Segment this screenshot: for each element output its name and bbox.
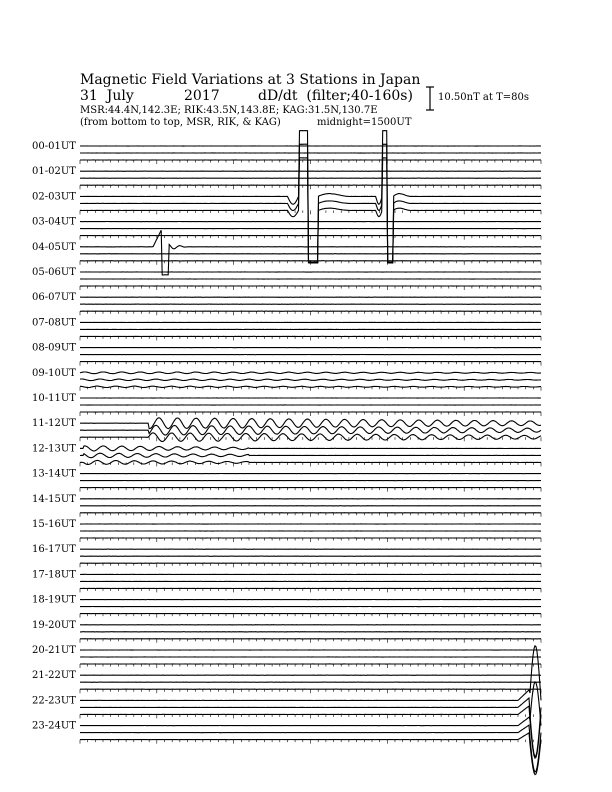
- minute-ticks: [80, 437, 541, 441]
- hour-panel: [32, 443, 541, 466]
- hour-label: 23-24UT: [32, 720, 76, 732]
- hour-label: 09-10UT: [32, 367, 76, 379]
- hour-label: 07-08UT: [32, 317, 76, 329]
- minute-ticks: [80, 286, 541, 290]
- hour-label: 04-05UT: [32, 241, 76, 253]
- hour-label: 11-12UT: [32, 418, 76, 430]
- hour-panel: [32, 544, 541, 567]
- hour-panel: [32, 131, 541, 263]
- hour-panel: [32, 393, 541, 416]
- minute-ticks: [80, 563, 541, 567]
- order-note: (from bottom to top, MSR, RIK, & KAG): [80, 117, 281, 128]
- scale-label: 10.50nT at T=80s: [438, 92, 529, 103]
- date-label: 31 July: [80, 88, 134, 104]
- station-trace: [80, 725, 541, 772]
- minute-ticks: [80, 412, 541, 416]
- hour-panel: [32, 418, 541, 442]
- hour-panel: [32, 141, 541, 164]
- hour-label: 00-01UT: [32, 141, 76, 152]
- hour-panel: [32, 166, 541, 189]
- minute-ticks: [80, 588, 541, 592]
- station-trace: [80, 682, 541, 726]
- station-trace: [80, 698, 541, 757]
- hour-panel: [32, 645, 541, 668]
- minute-ticks: [80, 488, 541, 492]
- hour-panel: [32, 595, 541, 618]
- hour-label: 05-06UT: [32, 267, 76, 278]
- hour-label: 01-02UT: [32, 166, 76, 178]
- hour-panel: [32, 267, 541, 290]
- hour-label: 17-18UT: [32, 569, 76, 581]
- minute-ticks: [80, 185, 541, 189]
- minute-ticks: [80, 462, 541, 466]
- hour-panel: [32, 469, 541, 492]
- stations-label: MSR:44.4N,142.3E; RIK:43.5N,143.8E; KAG:31.5N,130.7E: [80, 105, 378, 116]
- minute-ticks: [80, 261, 541, 265]
- component-label: dD/dt (filter;40-160s): [258, 88, 413, 104]
- hour-panel: [32, 494, 541, 517]
- hour-label: 16-17UT: [32, 544, 76, 556]
- year-label: 2017: [184, 88, 220, 104]
- hour-label: 03-04UT: [32, 216, 76, 228]
- hour-label: 12-13UT: [32, 443, 76, 455]
- hour-panel: [32, 217, 541, 240]
- hour-label: 02-03UT: [32, 191, 76, 203]
- hour-panel: [32, 230, 541, 275]
- hour-panel: [32, 670, 541, 693]
- minute-ticks: [80, 714, 541, 718]
- minute-ticks: [80, 664, 541, 668]
- hour-label: 20-21UT: [32, 645, 76, 656]
- hour-panel: [32, 519, 541, 542]
- minute-ticks: [80, 210, 541, 214]
- station-trace: [80, 453, 541, 458]
- minute-ticks: [80, 362, 541, 366]
- minute-ticks: [80, 614, 541, 618]
- station-trace: [80, 418, 541, 429]
- hour-panel: [32, 646, 541, 758]
- hour-panel: [32, 682, 541, 775]
- hour-label: 21-22UT: [32, 670, 76, 682]
- hour-label: 08-09UT: [32, 342, 76, 354]
- hour-label: 15-16UT: [32, 519, 76, 530]
- hour-panel: [32, 569, 541, 592]
- hour-label: 22-23UT: [32, 695, 76, 707]
- station-trace: [80, 372, 541, 374]
- minute-ticks: [80, 387, 541, 391]
- hour-panel: [32, 368, 541, 391]
- midnight-note: midnight=1500UT: [317, 117, 412, 128]
- hour-label: 10-11UT: [32, 393, 76, 404]
- hour-panel: [32, 317, 541, 340]
- minute-ticks: [80, 689, 541, 693]
- hour-panel: [32, 292, 541, 315]
- minute-ticks: [80, 639, 541, 643]
- minute-ticks: [80, 538, 541, 542]
- minute-ticks: [80, 236, 541, 240]
- hour-panel: [32, 620, 541, 643]
- hour-label: 14-15UT: [32, 493, 76, 505]
- minute-ticks: [80, 336, 541, 340]
- hour-label: 19-20UT: [32, 619, 76, 631]
- hour-label: 18-19UT: [32, 594, 76, 606]
- minute-ticks: [80, 311, 541, 315]
- hour-label: 06-07UT: [32, 292, 76, 304]
- minute-ticks: [80, 160, 541, 164]
- station-trace: [80, 131, 541, 263]
- station-trace: [80, 379, 541, 381]
- hour-panel: [32, 343, 541, 366]
- station-trace: [80, 733, 541, 775]
- minute-ticks: [80, 740, 541, 744]
- minute-ticks: [80, 513, 541, 517]
- chart-title: Magnetic Field Variations at 3 Stations in Japan: [80, 72, 421, 88]
- station-trace: [80, 446, 541, 451]
- hour-label: 13-14UT: [32, 468, 76, 480]
